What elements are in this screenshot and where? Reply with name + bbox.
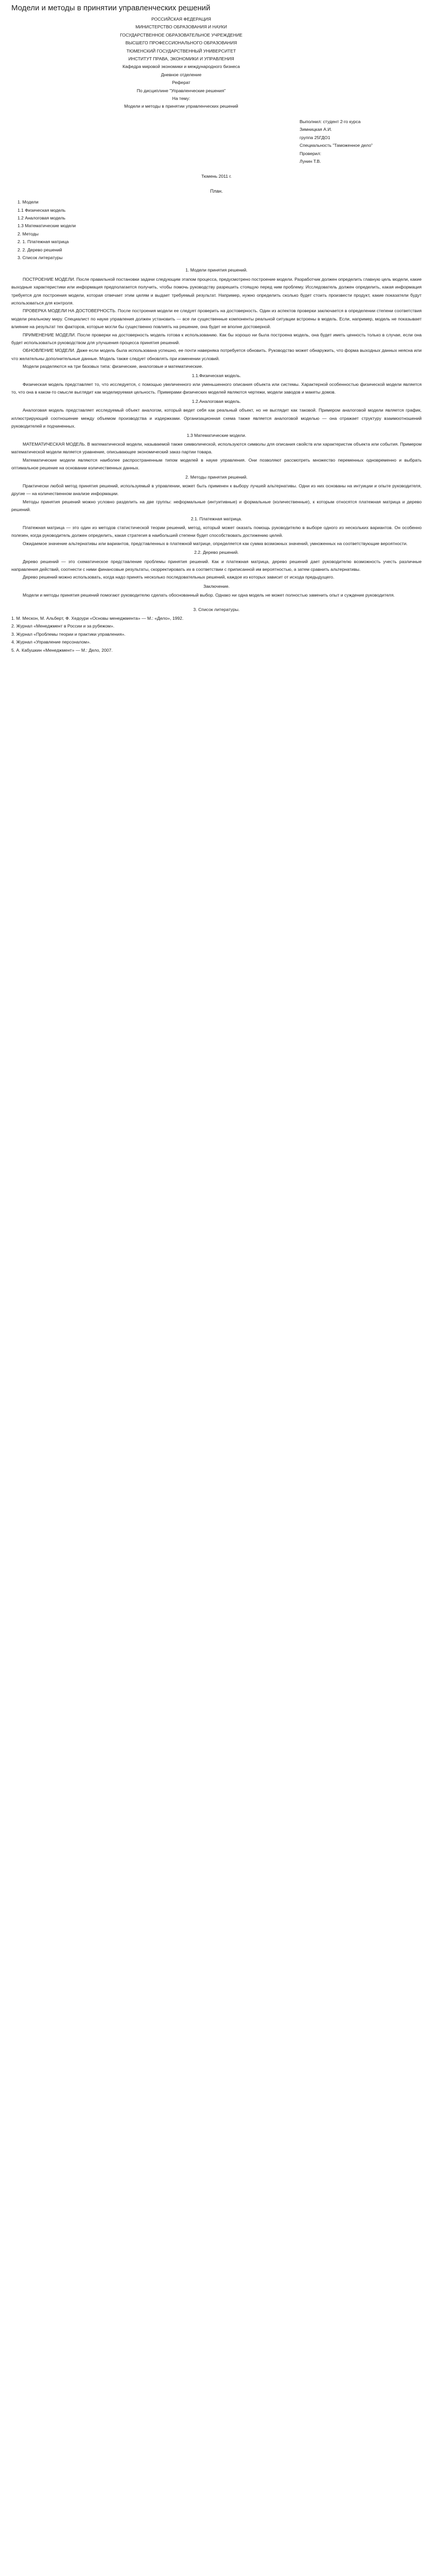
city-year: Тюмень 2011 г. [201,174,232,179]
paragraph: Платежная матрица — это один из методов статистической теории решений, метод, который может оказать помощь руководителю в выборе одного из нескольких вариантов. Он особенно полезен, когда руководитель должен определить, какая стратегия в наибольшей степени будет способствовать достижению целей. [11,524,422,538]
literature-item: 1. М. Мескон, М. Альберт, Ф. Хедоури «Основы менеджмента» — М.: «Дело», 1992. [11,616,184,621]
literature-heading: 3. Список литературы. [193,606,240,612]
header-line: ГОСУДАРСТВЕННОЕ ОБРАЗОВАТЕЛЬНОЕ УЧРЕЖДЕНИЕ [120,32,242,38]
toc-item: 2. Методы [18,231,39,236]
performer-line: группа 25ГДО1 [300,134,330,140]
performer-block [11,118,422,165]
paragraph: Физическая модель представляет то, что исследуется, с помощью увеличенного или уменьшенного описания объекта или системы. Характерной особенностью физической модели является то, что она в каком-то смысле выглядит как моделируемая цельность. Примерами физических моделей являются чертежи, модели заводов и макеты домов. [11,382,422,395]
paragraph: ОБНОВЛЕНИЕ МОДЕЛИ. Даже если модель была использована успешно, ее почти наверняка потребуется обновить. Руководство может обнаружить, что форма выходных данных неясна или что желательны дополнительные данные. Модель также следует обновлять при изменении условий. [11,348,422,361]
toc-item: 1.3 Математические модели [18,223,76,229]
paragraph: Математические модели являются наиболее распространенным типом моделей в науке управления. Они позволяют рассмотреть множество переменных одновременно и выбрать оптимальное решение на основании количественных данных. [11,457,422,471]
paragraph: ПОСТРОЕНИЕ МОДЕЛИ. После правильной постановки задачи следующим этапом процесса, предусмотрено построение модели. Разработчик должен определить главную цель модели, какие выходные характеристики или информация предполагается получить, чтобы помочь руководству разрешить стоящую перед ним проблему. Исследователь должен определить, какая информация требуется для построения модели, которая отвечает этим целям и выдает требуемый результат. Например, нужно определить сколько будет стоить произвести продукт, какие показатели будут использоваться для контроля. [11,276,422,306]
section-2-1-body [11,524,422,548]
toc-item: 2. 1. Платежная матрица [18,239,69,245]
section-2-2-body [11,558,422,582]
literature-list [11,615,422,654]
paragraph: Дерево решений можно использовать, когда надо принять несколько последовательных решений, каждое из которых зависит от исхода предыдущего. [23,574,335,580]
literature-item: 5. А. Кабушкин «Менеджмент» — М.: Дело, 2007. [11,647,113,653]
paragraph: Аналоговая модель представляет исследуемый объект аналогом, который ведет себя как реальный объект, но не выглядит как таковой. Примером аналоговой модели является график, иллюстрирующий соотношение между объемом производства и издержками. Организационная схема также является аналоговой моделью — она отражает структуру взаимоотношений руководителей и подчиненных. [11,408,422,429]
header-line: ТЮМЕНСКИЙ ГОСУДАРСТВЕННЫЙ УНИВЕРСИТЕТ [126,48,236,54]
page-title: Модели и методы в принятии управленческих решений [11,4,211,12]
section-2-1-heading: 2.1. Платежная матрица. [190,516,242,521]
header-line: МИНИСТЕРСТВО ОБРАЗОВАНИЯ И НАУКИ [135,24,227,30]
section-1-2-body [11,406,422,430]
plan-heading: План. [210,188,223,194]
paragraph: Модели разделяются на три базовых типа: физические, аналоговые и математические. [23,364,203,369]
header-line: Дневное отделение [161,72,202,77]
performer-line: Зимницкая А.И. [300,127,332,132]
conclusion-body [11,591,422,599]
section-2-body [11,482,422,514]
paragraph: Ожидаемое значение альтернативы или вариантов, представленных в платежной матрице, определяется как сумма возможных значений, умноженных на соответствующие вероятности. [23,540,408,546]
literature-item: 4. Журнал «Управление персоналом». [11,639,91,645]
toc-item: 1.2 Аналоговая модель [18,215,65,221]
paragraph: Дерево решений — это схематическое представление проблемы принятия решений. Как и платежная матрица, дерево решений дает руководителю возможность учесть различные направления действий, соотнести с ними финансовые результаты, скорректировать их в соответствии с приписанной им вероятностью, а затем сравнить альтернативы. [11,558,422,572]
section-1-body [11,276,422,371]
literature-item: 3. Журнал «Проблемы теории и практики управления». [11,631,126,637]
toc-item: 1. Модели [18,199,39,205]
section-2-2-heading: 2.2. Дерево решений. [194,550,239,555]
header-line: Кафедра мировой экономики и международного бизнеса [123,64,240,70]
section-1-heading: 1. Модели принятия решений. [185,267,248,273]
toc-item: 1.1 Физическая модель [18,207,66,213]
performer-line: Лунин Т.В. [300,158,321,164]
section-2-heading: 2. Методы принятия решений. [185,474,248,480]
title-page-header [73,15,289,111]
paragraph: Практически любой метод принятия решений, используемый в управлении, может быть применен к выбору лучшей альтернативы. Одни из них основаны на интуиции и опыте руководителя, другие — на количественном анализе информации. [11,483,422,497]
header-line: Реферат [172,80,190,86]
performer-line: Выполнил: студент 2-го курса [300,118,361,124]
header-line: ВЫСШЕГО ПРОФЕССИОНАЛЬНОГО ОБРАЗОВАНИЯ [125,40,237,46]
paragraph: ПРИМЕНЕНИЕ МОДЕЛИ. После проверки на достоверность модель готова к использованию. Как бы хорошо ни была построена модель, она будет иметь ценность только в случае, если она будет использоваться руководством для улучшения процесса принятия решений. [11,332,422,346]
section-1-3-body [11,440,422,472]
section-1-2-heading: 1.2.Аналоговая модель. [191,398,241,404]
paragraph: Методы принятия решений можно условно разделить на две группы: неформальные (интуитивные) и формальные (количественные), к которым относятся платежная матрица и дерево решений. [11,499,422,513]
document-page [0,0,436,667]
paragraph: МАТЕМАТИЧЕСКАЯ МОДЕЛЬ. В математической модели, называемой также символической, используются символы для описания свойств или характеристик объекта или события. Примером математической модели является уравнение, описывающее экономический заказ партии товара. [11,441,422,455]
conclusion-heading: Заключение. [203,583,230,589]
header-line: РОССИЙСКАЯ ФЕДЕРАЦИЯ [151,16,211,22]
header-line: По дисциплине "Управленческие решения" [136,88,226,93]
performer-line: Специальность "Таможенное дело" [300,143,373,148]
paragraph: ПРОВЕРКА МОДЕЛИ НА ДОСТОВЕРНОСТЬ. После построения модели ее следует проверить на достоверность. Один из аспектов проверки заключается в определении степени соответствия модели реальному миру. Специалист по науке управления должен установить — все ли существенные компоненты реальной ситуации встроены в модель. Если, например, модель не показывает влияние на результат тех факторов, которые могли бы существенно повлиять на решение, она будет не вполне достоверной. [11,308,422,330]
header-line: ИНСТИТУТ ПРАВА, ЭКОНОМИКИ И УПРАВЛЕНИЯ [128,56,234,62]
section-1-1-body [11,381,422,397]
toc-item: 3. Список литературы [18,255,63,260]
table-of-contents [11,198,422,262]
section-1-1-heading: 1.1.Физическая модель. [191,372,241,378]
section-1-3-heading: 1.3 Математические модели. [186,432,247,438]
header-line: Модели и методы в принятии управленческих решений [124,104,238,109]
toc-item: 2. 2. Дерево решений [18,247,62,252]
literature-item: 2. Журнал «Менеджмент в России и за рубежом». [11,623,115,629]
paragraph: Модели и методы принятия решений помогают руководителю сделать обоснованный выбор. Однако ни одна модель не может полностью заменить опыт и суждение руководителя. [23,592,395,598]
performer-line: Проверил: [300,150,321,156]
header-line: На тему: [172,96,190,101]
